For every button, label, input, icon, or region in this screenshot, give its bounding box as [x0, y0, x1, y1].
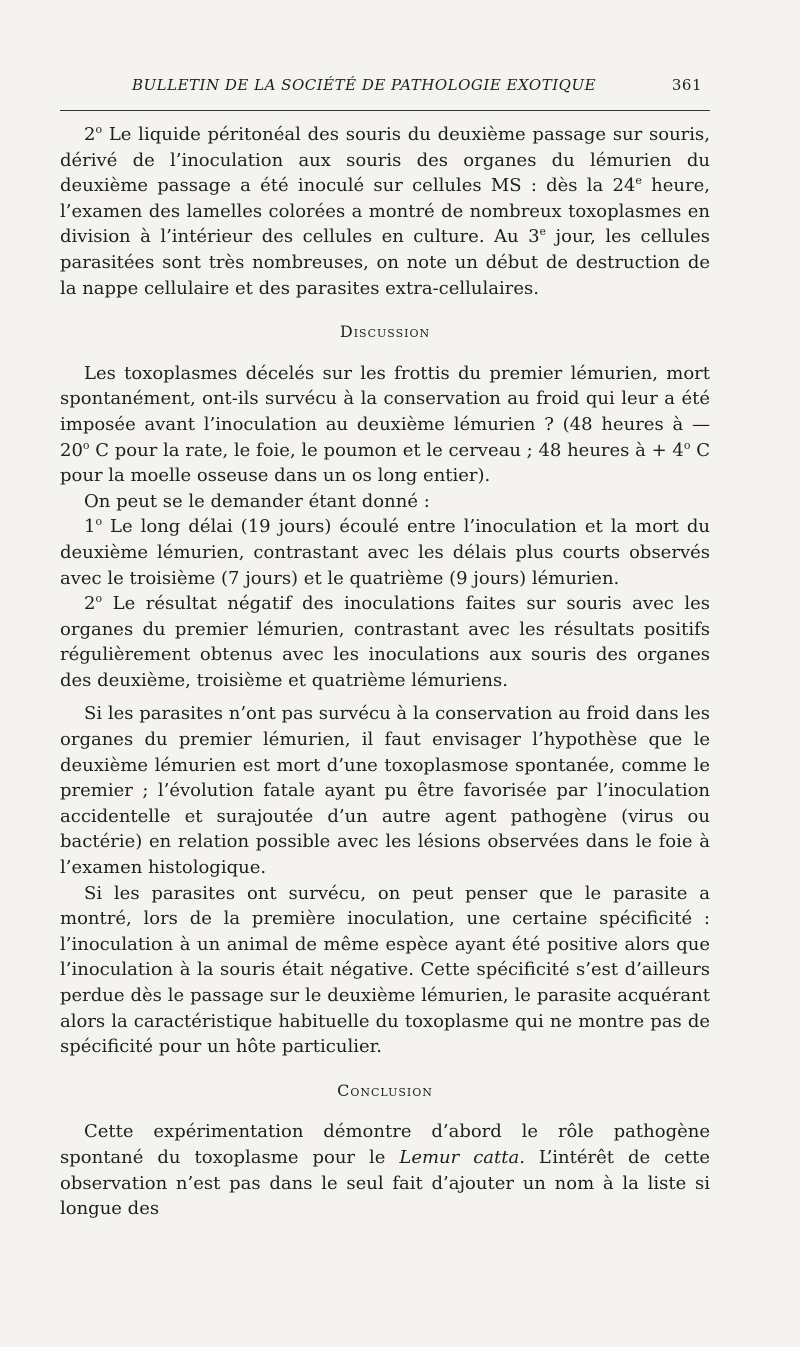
conclusion-heading: Conclusion: [337, 1080, 433, 1100]
paragraph-discussion-4: 2$^o$ Le résultat négatif des inoculations faites sur souris avec les organes du premier lémurien, contrastant avec les résultats positifs régulièrement obtenus avec les inoculations aux souris des organes des deuxième, troisième et quatrième lémuriens.: [60, 592, 710, 691]
paragraph-discussion-5: Si les parasites n’ont pas survécu à la conservation au froid dans les organes du premier lémurien, il faut envisager l’hypothèse que le deuxième lémurien est mort d’une toxoplasmose spontanée, comme le premier ; l’évolution fatale ayant pu être favorisée par l’inoculation accidentelle et surajoutée d’un autre agent pathogène (virus ou bactérie) en relation possible avec les lésions observées dans le foie à l’examen histologique.: [60, 703, 710, 879]
paragraph-discussion-3: 1$^o$ Le long délai (19 jours) écoulé entre l’inoculation et la mort du deuxième lémurien, contrastant avec les délais plus courts observés avec le troisième (7 jours) et le quatrième (9 jours) lémurien.: [60, 515, 710, 589]
paragraph-result-2: 2$^o$ Le liquide péritonéal des souris du deuxième passage sur souris, dérivé de l’inoculation aux souris des organes du lémurien du deuxième passage a été inoculé sur cellules MS : dès la 24e heure, l’examen des lamelles colorées a montré de nombreux toxoplasmes en division à l’intérieur des cellules en culture. Au 3e jour, les cellules parasitées sont très nombreuses, on note un début de destruction de la nappe cellulaire et des parasites extra-cellulaires.: [60, 123, 710, 299]
paragraph-discussion-6: Si les parasites ont survécu, on peut penser que le parasite a montré, lors de la première inoculation, une certaine spécificité : l’inoculation à un animal de même espèce ayant été positive alors que l’inoculation à la souris était négative. Cette spécificité s’est d’ailleurs perdue dès le passage sur le deuxième lémurien, le parasite acquérant alors la caractéristique habituelle du toxoplasme qui ne montre pas de spécificité pour un hôte particulier.: [60, 882, 710, 1058]
paragraph-discussion-2: On peut se le demander étant donné :: [84, 490, 430, 512]
header-rule: [60, 110, 710, 111]
body-text: [60, 122, 710, 1222]
discussion-heading: Discussion: [339, 322, 431, 342]
paragraph-conclusion-1: Cette expérimentation démontre d’abord le rôle pathogène spontané du toxoplasme pour le Lemur catta. L’intérêt de cette observation n’est pas dans le seul fait d’ajouter un nom à la liste si longue des: [60, 1121, 710, 1220]
paragraph-discussion-1: Les toxoplasmes décelés sur les frottis du premier lémurien, mort spontanément, ont-ils survécu à la conservation au froid qui leur a été imposée avant l’inoculation au deuxième lémurien ? (48 heures à — 20$^o$ C pour la rate, le foie, le poumon et le cerveau ; 48 heures à + $4^o$ C pour la moelle osseuse dans un os long entier).: [60, 362, 710, 487]
page-number: 361: [671, 76, 702, 94]
journal-title: BULLETIN DE LA SOCIÉTÉ DE PATHOLOGIE EXOTIQUE: [132, 76, 597, 94]
